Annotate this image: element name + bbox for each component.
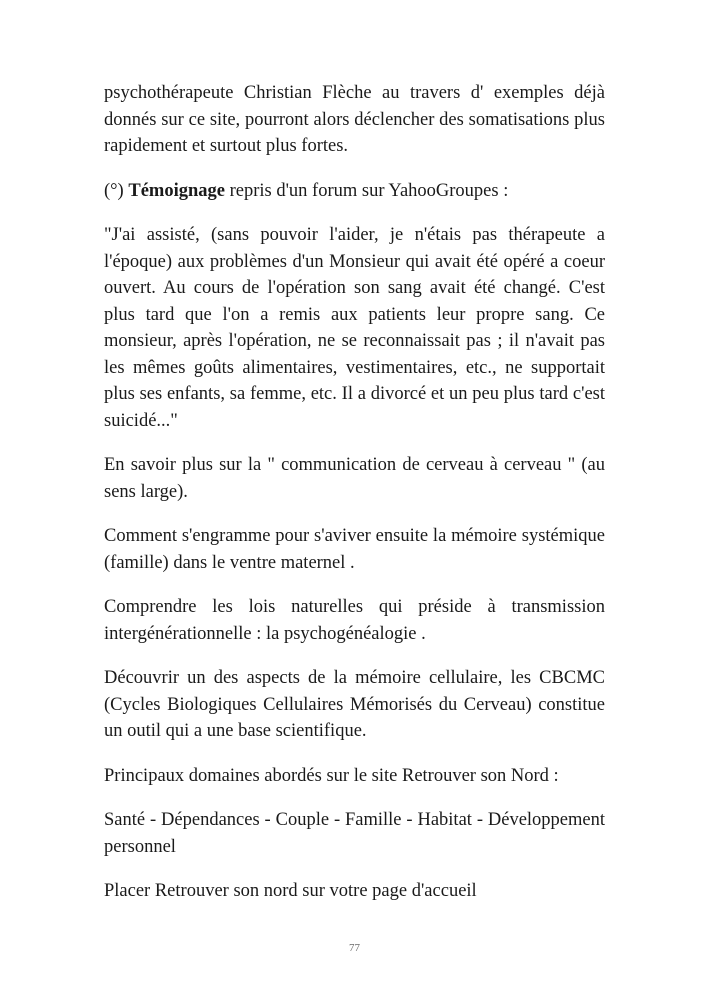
paragraph-systemic-memory: Comment s'engramme pour s'aviver ensuite la mémoire systémique (famille) dans le ventre maternel . bbox=[104, 526, 605, 573]
page-body bbox=[104, 80, 605, 923]
paragraph-cellular-memory: Découvrir un des aspects de la mémoire cellulaire, les CBCMC (Cycles Biologiques Cellulaires Mémorisés du Cerveau) constitue un outil qui a une base scientifique. bbox=[104, 668, 605, 741]
paragraph-site-domains-list: Santé - Dépendances - Couple - Famille - Habitat - Développement personnel bbox=[104, 810, 605, 857]
paragraph-site-domains-intro: Principaux domaines abordés sur le site Retrouver son Nord : bbox=[104, 765, 559, 786]
paragraph-brain-communication: En savoir plus sur la " communication de cerveau à cerveau " (au sens large). bbox=[104, 455, 605, 502]
paragraph-testimony-heading bbox=[104, 178, 605, 205]
paragraph-intro-continuation: psychothérapeute Christian Flèche au travers d' exemples déjà donnés sur ce site, pourront alors déclencher des somatisations plus rapidement et surtout plus fortes. bbox=[104, 83, 605, 156]
paragraph-homepage-link: Placer Retrouver son nord sur votre page d'accueil bbox=[104, 881, 477, 901]
page-number: 77 bbox=[349, 942, 360, 954]
testimony-source: repris d'un forum sur YahooGroupes : bbox=[224, 180, 509, 201]
testimony-label: Témoignage bbox=[128, 180, 225, 201]
paragraph-testimony-quote: "J'ai assisté, (sans pouvoir l'aider, je n'étais pas thérapeute a l'époque) aux problèmes d'un Monsieur qui avait été opéré a coeur ouvert. Au cours de l'opération son sang avait été changé. C'est plus tard que l'on a remis aux patients leur propre sang. Ce monsieur, après l'opération, ne se reconnaissait pas ; il n'avait pas les mêmes goûts alimentaires, vestimentaires, etc., ne supportait plus ses enfants, sa femme, etc. Il a divorcé et un peu plus tard c'est suicidé..." bbox=[104, 225, 605, 431]
testimony-prefix: (°) bbox=[104, 180, 129, 201]
paragraph-psychogenealogy: Comprendre les lois naturelles qui préside à transmission intergénérationnelle : la psychogénéalogie . bbox=[104, 597, 605, 644]
